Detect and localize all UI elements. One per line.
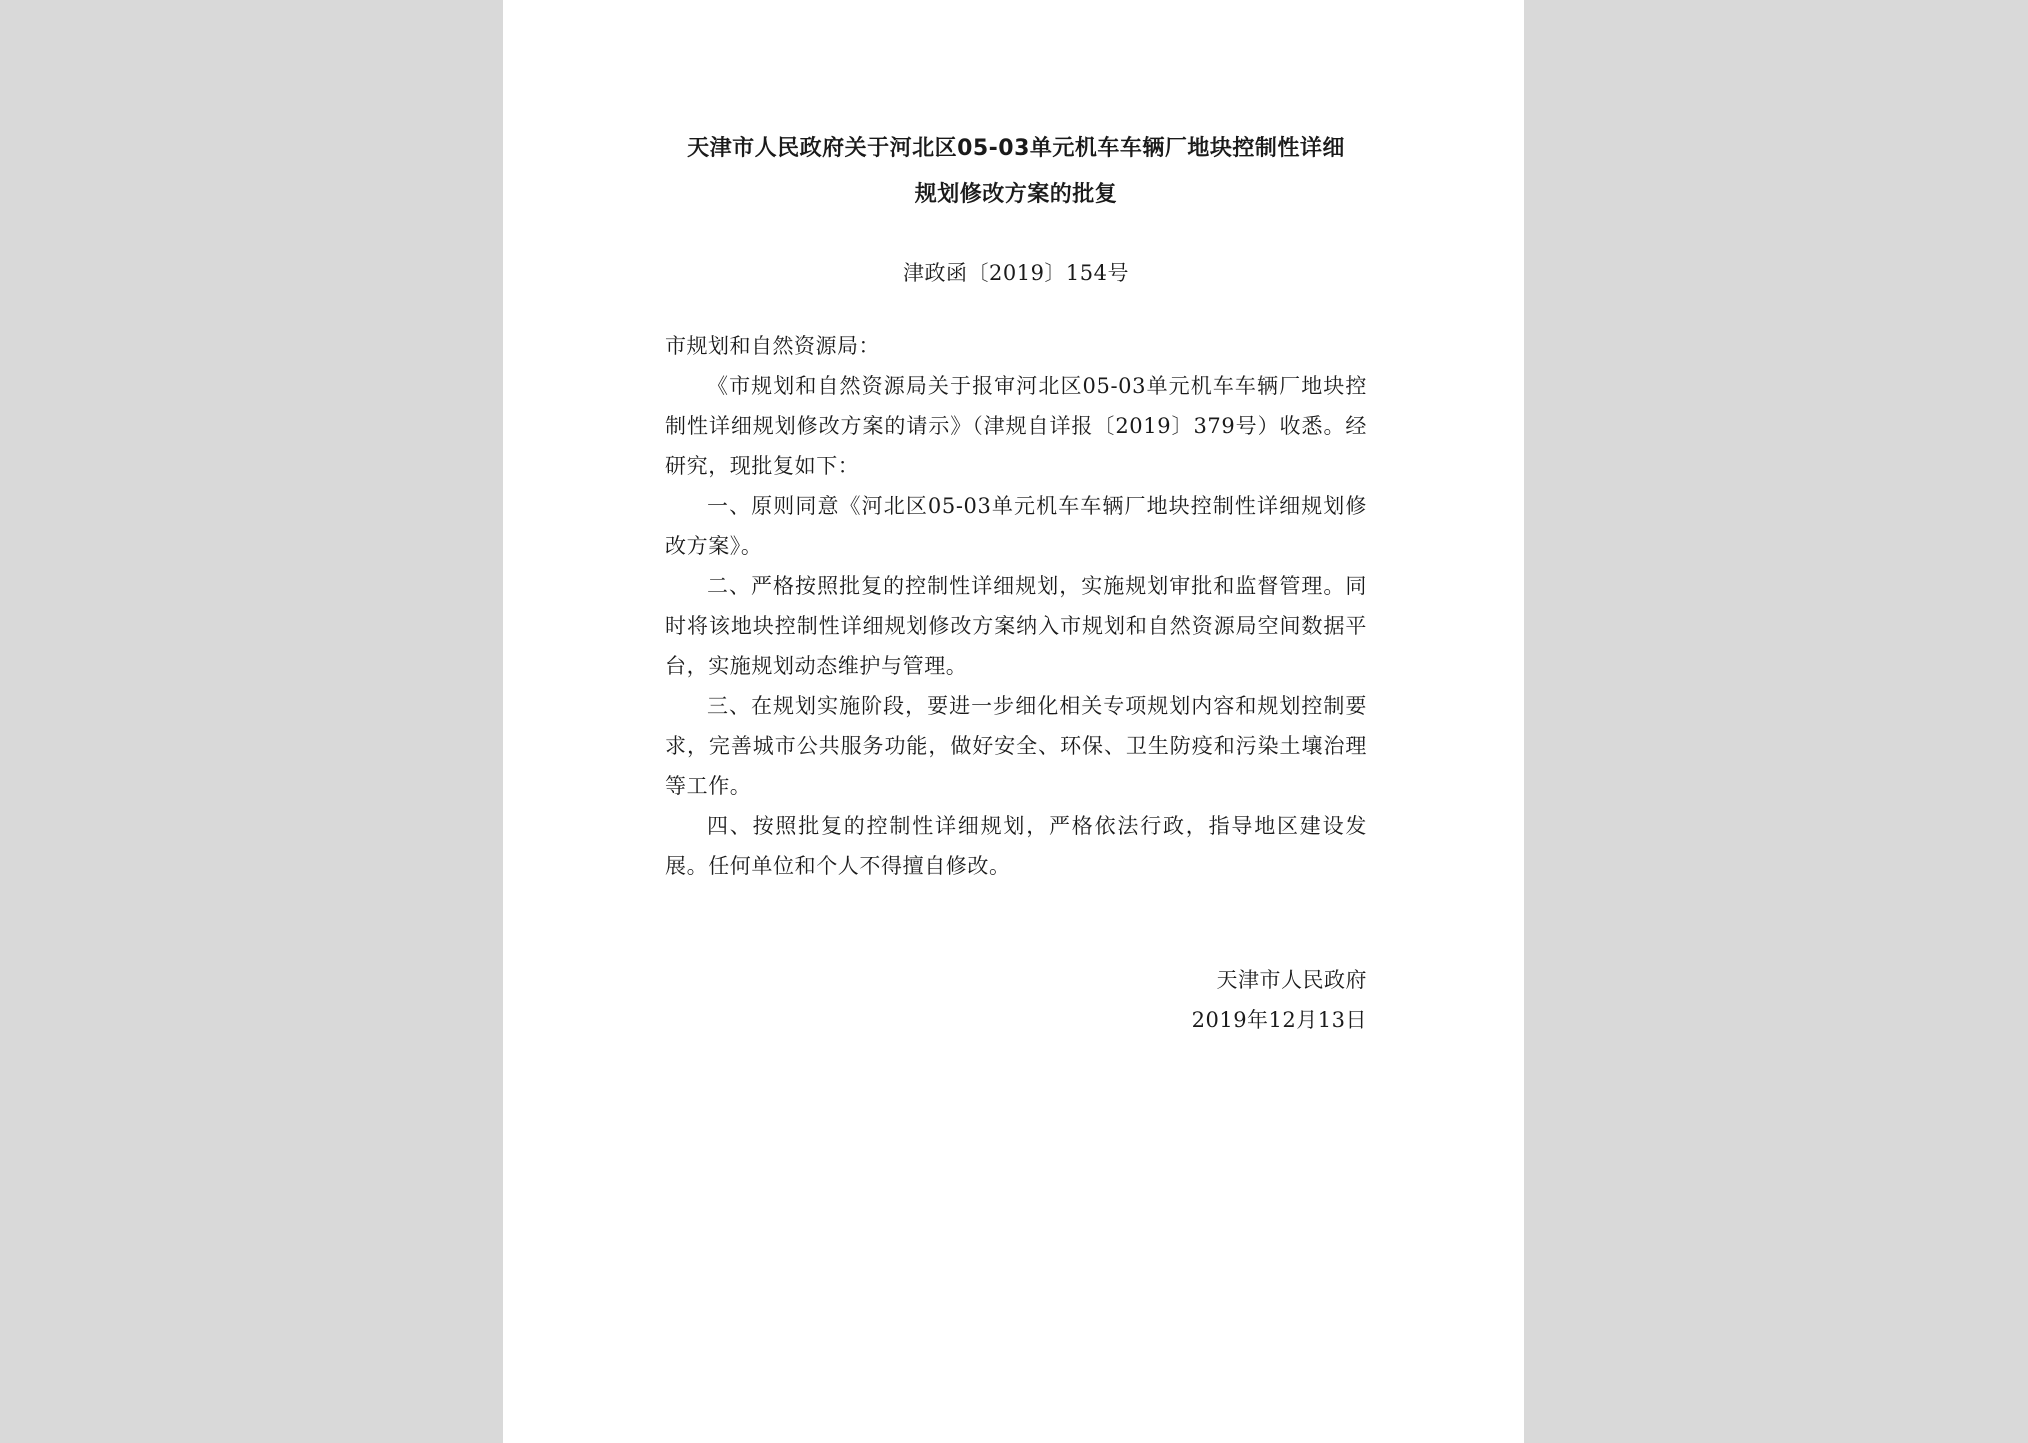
title-line-1: 天津市人民政府关于河北区05-03单元机车车辆厂地块控制性详细 (687, 136, 1345, 161)
signature-block (665, 960, 1367, 1040)
paragraph-intro: 《市规划和自然资源局关于报审河北区05-03单元机车车辆厂地块控制性详细规划修改方案的请示》（津规自详报〔2019〕379号）收悉。经研究，现批复如下： (665, 374, 1367, 478)
document-title (665, 126, 1367, 218)
document-page (503, 0, 1524, 1443)
paragraph-item-4: 四、按照批复的控制性详细规划，严格依法行政，指导地区建设发展。任何单位和个人不得擅自修改。 (665, 814, 1367, 878)
title-line-2: 规划修改方案的批复 (914, 182, 1118, 207)
paragraph-item-1: 一、原则同意《河北区05-03单元机车车辆厂地块控制性详细规划修改方案》。 (665, 494, 1367, 558)
document-number: 津政函〔2019〕154号 (902, 261, 1130, 285)
signature-date: 2019年12月13日 (1191, 1008, 1367, 1032)
document-content (665, 126, 1367, 1040)
paragraph-item-3: 三、在规划实施阶段，要进一步细化相关专项规划内容和规划控制要求，完善城市公共服务功能，做好安全、环保、卫生防疫和污染土壤治理等工作。 (665, 694, 1367, 798)
signature-org: 天津市人民政府 (1216, 968, 1367, 992)
addressee: 市规划和自然资源局： (665, 334, 880, 358)
paragraph-item-2: 二、严格按照批复的控制性详细规划，实施规划审批和监督管理。同时将该地块控制性详细规划修改方案纳入市规划和自然资源局空间数据平台，实施规划动态维护与管理。 (665, 574, 1367, 678)
